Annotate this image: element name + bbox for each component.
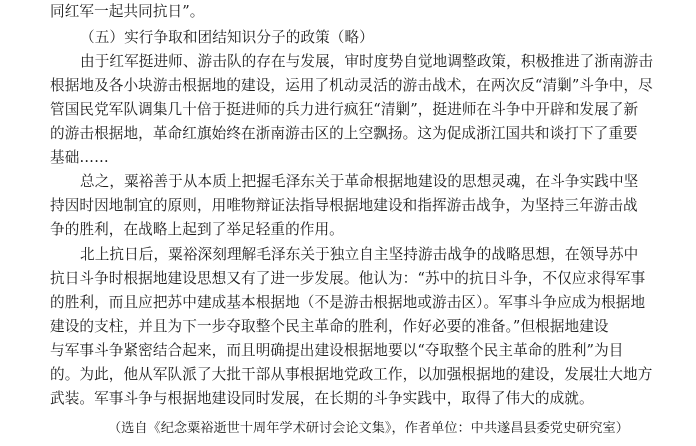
text-line: 基础…… — [50, 149, 109, 166]
text-line: 北上抗日后，粟裕深刻理解毛泽东关于独立自主坚持游击战争的战略思想，在领导苏中 — [80, 246, 639, 263]
text-line: 总之，粟裕善于从本质上把握毛泽东关于革命根据地建设的思想灵魂，在斗争实践中坚 — [80, 173, 639, 190]
section-heading: （五）实行争取和团结知识分子的政策（略） — [80, 29, 374, 46]
text-line: 根据地及各小块游击根据地的建设，运用了机动灵活的游击战术，在两次反“清剿”斗争中，尽 — [50, 77, 653, 94]
text-line: 的游击根据地，革命红旗始终在浙南游击区的上空飘扬。这为促成浙江国共和谈打下了重要 — [50, 125, 638, 142]
text-line: 武装。军事斗争与根据地建设同时发展，在长期的斗争实践中，取得了伟大的成就。 — [50, 390, 594, 407]
text-line: 的。为此，他从军队派了大批干部从事根据地党政工作，以加强根据地的建设，发展壮大地方 — [50, 366, 653, 383]
text-line: 同红军一起共同抗日”。 — [50, 3, 205, 20]
text-line: 由于红军挺进师、游击队的存在与发展，审时度势自觉地调整政策，积极推进了浙南游击 — [80, 53, 654, 70]
source-note: （选自《纪念粟裕逝世十周年学术研讨会论文集》，作者单位：中共遂昌县委党史研究室） — [108, 421, 629, 436]
text-line: 建设的支柱，并且为下一步夺取整个民主革命的胜利，作好必要的准备。”但根据地建设 — [50, 318, 609, 335]
text-line: 持因时因地制宜的原则，用唯物辩证法指导根据地建设和指挥游击战争，为坚持三年游击战 — [50, 197, 638, 214]
text-line: 管国民党军队调集几十倍于挺进师的兵力进行疯狂“清剿”，挺进师在斗争中开辟和发展了新 — [50, 101, 639, 118]
text-line: 争的胜利，在战略上起到了举足轻重的作用。 — [50, 221, 344, 238]
text-line: 的胜利，而且应把苏中建成基本根据地（不是游击根据地或游击区）。军事斗争应成为根据地 — [50, 294, 646, 311]
text-line: 抗日斗争时根据地建设思想又有了进一步发展。他认为：“苏中的抗日斗争，不仅应求得军事 — [50, 270, 646, 287]
text-line: 与军事斗争紧密结合起来，而且明确提出建设根据地要以“夺取整个民主革命的胜利”为目 — [50, 342, 624, 359]
